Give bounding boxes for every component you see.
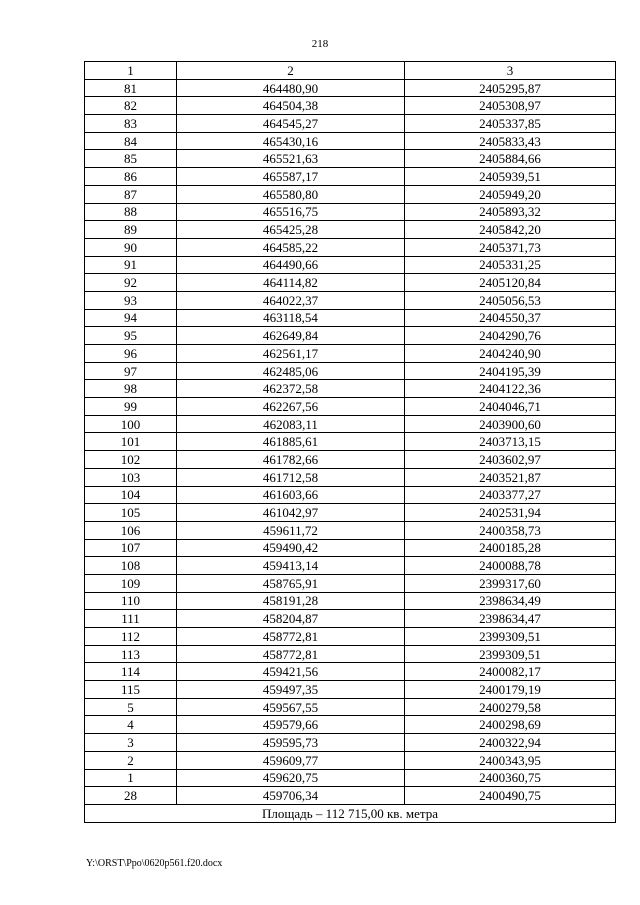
table-row — [85, 592, 616, 610]
y-coordinate-cell: 2400185,28 — [405, 539, 616, 557]
point-number-cell: 90 — [85, 238, 177, 256]
point-number-cell: 81 — [85, 79, 177, 97]
footer-file-path: Y:\ORST\Ppo\0620p561.f20.docx — [86, 858, 223, 869]
coordinates-table — [84, 61, 616, 823]
table-row — [85, 291, 616, 309]
y-coordinate-cell: 2404290,76 — [405, 327, 616, 345]
y-coordinate-cell: 2403713,15 — [405, 433, 616, 451]
y-coordinate-cell: 2405884,66 — [405, 150, 616, 168]
point-number-cell: 107 — [85, 539, 177, 557]
x-coordinate-cell: 459706,34 — [177, 787, 405, 805]
y-coordinate-cell: 2400322,94 — [405, 734, 616, 752]
x-coordinate-cell: 459421,56 — [177, 663, 405, 681]
table-row — [85, 221, 616, 239]
point-number-cell: 87 — [85, 185, 177, 203]
table-row — [85, 398, 616, 416]
point-number-cell: 93 — [85, 291, 177, 309]
x-coordinate-cell: 461782,66 — [177, 451, 405, 469]
point-number-cell: 100 — [85, 415, 177, 433]
point-number-cell: 84 — [85, 132, 177, 150]
x-coordinate-cell: 461603,66 — [177, 486, 405, 504]
point-number-cell: 86 — [85, 168, 177, 186]
y-coordinate-cell: 2405939,51 — [405, 168, 616, 186]
column-header-2: 2 — [177, 62, 405, 80]
point-number-cell: 108 — [85, 557, 177, 575]
x-coordinate-cell: 464545,27 — [177, 115, 405, 133]
table-row — [85, 681, 616, 699]
x-coordinate-cell: 464585,22 — [177, 238, 405, 256]
point-number-cell: 109 — [85, 574, 177, 592]
table-row — [85, 309, 616, 327]
table-row — [85, 345, 616, 363]
point-number-cell: 102 — [85, 451, 177, 469]
x-coordinate-cell: 465587,17 — [177, 168, 405, 186]
y-coordinate-cell: 2405842,20 — [405, 221, 616, 239]
point-number-cell: 105 — [85, 504, 177, 522]
table-row — [85, 115, 616, 133]
x-coordinate-cell: 464504,38 — [177, 97, 405, 115]
table-row — [85, 362, 616, 380]
point-number-cell: 5 — [85, 698, 177, 716]
point-number-cell: 106 — [85, 521, 177, 539]
point-number-cell: 112 — [85, 628, 177, 646]
x-coordinate-cell: 465430,16 — [177, 132, 405, 150]
table-row — [85, 539, 616, 557]
table-row — [85, 663, 616, 681]
x-coordinate-cell: 463118,54 — [177, 309, 405, 327]
point-number-cell: 3 — [85, 734, 177, 752]
y-coordinate-cell: 2404122,36 — [405, 380, 616, 398]
table-row — [85, 150, 616, 168]
y-coordinate-cell: 2403377,27 — [405, 486, 616, 504]
table-row — [85, 645, 616, 663]
point-number-cell: 111 — [85, 610, 177, 628]
x-coordinate-cell: 461042,97 — [177, 504, 405, 522]
table-row — [85, 734, 616, 752]
point-number-cell: 88 — [85, 203, 177, 221]
table-row — [85, 557, 616, 575]
table-row — [85, 327, 616, 345]
x-coordinate-cell: 464022,37 — [177, 291, 405, 309]
point-number-cell: 101 — [85, 433, 177, 451]
y-coordinate-cell: 2405893,32 — [405, 203, 616, 221]
x-coordinate-cell: 458772,81 — [177, 645, 405, 663]
table-row — [85, 787, 616, 805]
point-number-cell: 103 — [85, 468, 177, 486]
x-coordinate-cell: 458191,28 — [177, 592, 405, 610]
x-coordinate-cell: 459620,75 — [177, 769, 405, 787]
x-coordinate-cell: 461885,61 — [177, 433, 405, 451]
table-row — [85, 610, 616, 628]
point-number-cell: 98 — [85, 380, 177, 398]
point-number-cell: 94 — [85, 309, 177, 327]
x-coordinate-cell: 464490,66 — [177, 256, 405, 274]
x-coordinate-cell: 458772,81 — [177, 628, 405, 646]
y-coordinate-cell: 2400360,75 — [405, 769, 616, 787]
y-coordinate-cell: 2400088,78 — [405, 557, 616, 575]
y-coordinate-cell: 2405331,25 — [405, 256, 616, 274]
table-row — [85, 521, 616, 539]
column-header-3: 3 — [405, 62, 616, 80]
y-coordinate-cell: 2400490,75 — [405, 787, 616, 805]
point-number-cell: 1 — [85, 769, 177, 787]
x-coordinate-cell: 459595,73 — [177, 734, 405, 752]
y-coordinate-cell: 2398634,47 — [405, 610, 616, 628]
area-total-cell: Площадь – 112 715,00 кв. метра — [85, 804, 616, 822]
x-coordinate-cell: 459413,14 — [177, 557, 405, 575]
x-coordinate-cell: 462649,84 — [177, 327, 405, 345]
y-coordinate-cell: 2405949,20 — [405, 185, 616, 203]
point-number-cell: 28 — [85, 787, 177, 805]
y-coordinate-cell: 2405308,97 — [405, 97, 616, 115]
coordinates-table-body — [85, 62, 616, 823]
y-coordinate-cell: 2400343,95 — [405, 751, 616, 769]
column-header-1: 1 — [85, 62, 177, 80]
point-number-cell: 115 — [85, 681, 177, 699]
table-row — [85, 769, 616, 787]
point-number-cell: 85 — [85, 150, 177, 168]
point-number-cell: 99 — [85, 398, 177, 416]
table-row — [85, 486, 616, 504]
y-coordinate-cell: 2400179,19 — [405, 681, 616, 699]
x-coordinate-cell: 458204,87 — [177, 610, 405, 628]
x-coordinate-cell: 459497,35 — [177, 681, 405, 699]
y-coordinate-cell: 2404240,90 — [405, 345, 616, 363]
x-coordinate-cell: 459490,42 — [177, 539, 405, 557]
table-row — [85, 628, 616, 646]
y-coordinate-cell: 2403602,97 — [405, 451, 616, 469]
table-row — [85, 274, 616, 292]
y-coordinate-cell: 2400358,73 — [405, 521, 616, 539]
table-row — [85, 97, 616, 115]
table-header-row — [85, 62, 616, 80]
x-coordinate-cell: 462485,06 — [177, 362, 405, 380]
y-coordinate-cell: 2398634,49 — [405, 592, 616, 610]
table-row — [85, 574, 616, 592]
y-coordinate-cell: 2405833,43 — [405, 132, 616, 150]
x-coordinate-cell: 458765,91 — [177, 574, 405, 592]
x-coordinate-cell: 461712,58 — [177, 468, 405, 486]
x-coordinate-cell: 464480,90 — [177, 79, 405, 97]
point-number-cell: 4 — [85, 716, 177, 734]
point-number-cell: 83 — [85, 115, 177, 133]
x-coordinate-cell: 459579,66 — [177, 716, 405, 734]
y-coordinate-cell: 2404195,39 — [405, 362, 616, 380]
y-coordinate-cell: 2405295,87 — [405, 79, 616, 97]
table-row — [85, 433, 616, 451]
point-number-cell: 113 — [85, 645, 177, 663]
table-row — [85, 185, 616, 203]
point-number-cell: 2 — [85, 751, 177, 769]
table-row — [85, 203, 616, 221]
table-row — [85, 698, 616, 716]
y-coordinate-cell: 2403900,60 — [405, 415, 616, 433]
y-coordinate-cell: 2405120,84 — [405, 274, 616, 292]
point-number-cell: 97 — [85, 362, 177, 380]
y-coordinate-cell: 2400082,17 — [405, 663, 616, 681]
y-coordinate-cell: 2402531,94 — [405, 504, 616, 522]
x-coordinate-cell: 462561,17 — [177, 345, 405, 363]
x-coordinate-cell: 464114,82 — [177, 274, 405, 292]
y-coordinate-cell: 2405371,73 — [405, 238, 616, 256]
point-number-cell: 95 — [85, 327, 177, 345]
y-coordinate-cell: 2404046,71 — [405, 398, 616, 416]
table-row — [85, 415, 616, 433]
point-number-cell: 114 — [85, 663, 177, 681]
point-number-cell: 91 — [85, 256, 177, 274]
x-coordinate-cell: 459611,72 — [177, 521, 405, 539]
table-row — [85, 256, 616, 274]
table-row — [85, 716, 616, 734]
x-coordinate-cell: 465516,75 — [177, 203, 405, 221]
x-coordinate-cell: 462083,11 — [177, 415, 405, 433]
y-coordinate-cell: 2400298,69 — [405, 716, 616, 734]
table-row — [85, 451, 616, 469]
y-coordinate-cell: 2399309,51 — [405, 645, 616, 663]
point-number-cell: 89 — [85, 221, 177, 239]
y-coordinate-cell: 2405056,53 — [405, 291, 616, 309]
x-coordinate-cell: 459567,55 — [177, 698, 405, 716]
point-number-cell: 82 — [85, 97, 177, 115]
y-coordinate-cell: 2400279,58 — [405, 698, 616, 716]
table-row — [85, 238, 616, 256]
y-coordinate-cell: 2399309,51 — [405, 628, 616, 646]
x-coordinate-cell: 465580,80 — [177, 185, 405, 203]
point-number-cell: 104 — [85, 486, 177, 504]
table-row — [85, 168, 616, 186]
point-number-cell: 110 — [85, 592, 177, 610]
x-coordinate-cell: 462267,56 — [177, 398, 405, 416]
x-coordinate-cell: 462372,58 — [177, 380, 405, 398]
table-row — [85, 468, 616, 486]
x-coordinate-cell: 459609,77 — [177, 751, 405, 769]
page-number: 218 — [311, 38, 329, 50]
y-coordinate-cell: 2404550,37 — [405, 309, 616, 327]
table-row — [85, 79, 616, 97]
y-coordinate-cell: 2405337,85 — [405, 115, 616, 133]
table-row — [85, 504, 616, 522]
x-coordinate-cell: 465521,63 — [177, 150, 405, 168]
table-row — [85, 751, 616, 769]
area-total-row — [85, 804, 616, 822]
y-coordinate-cell: 2403521,87 — [405, 468, 616, 486]
table-row — [85, 380, 616, 398]
y-coordinate-cell: 2399317,60 — [405, 574, 616, 592]
point-number-cell: 96 — [85, 345, 177, 363]
point-number-cell: 92 — [85, 274, 177, 292]
table-row — [85, 132, 616, 150]
x-coordinate-cell: 465425,28 — [177, 221, 405, 239]
